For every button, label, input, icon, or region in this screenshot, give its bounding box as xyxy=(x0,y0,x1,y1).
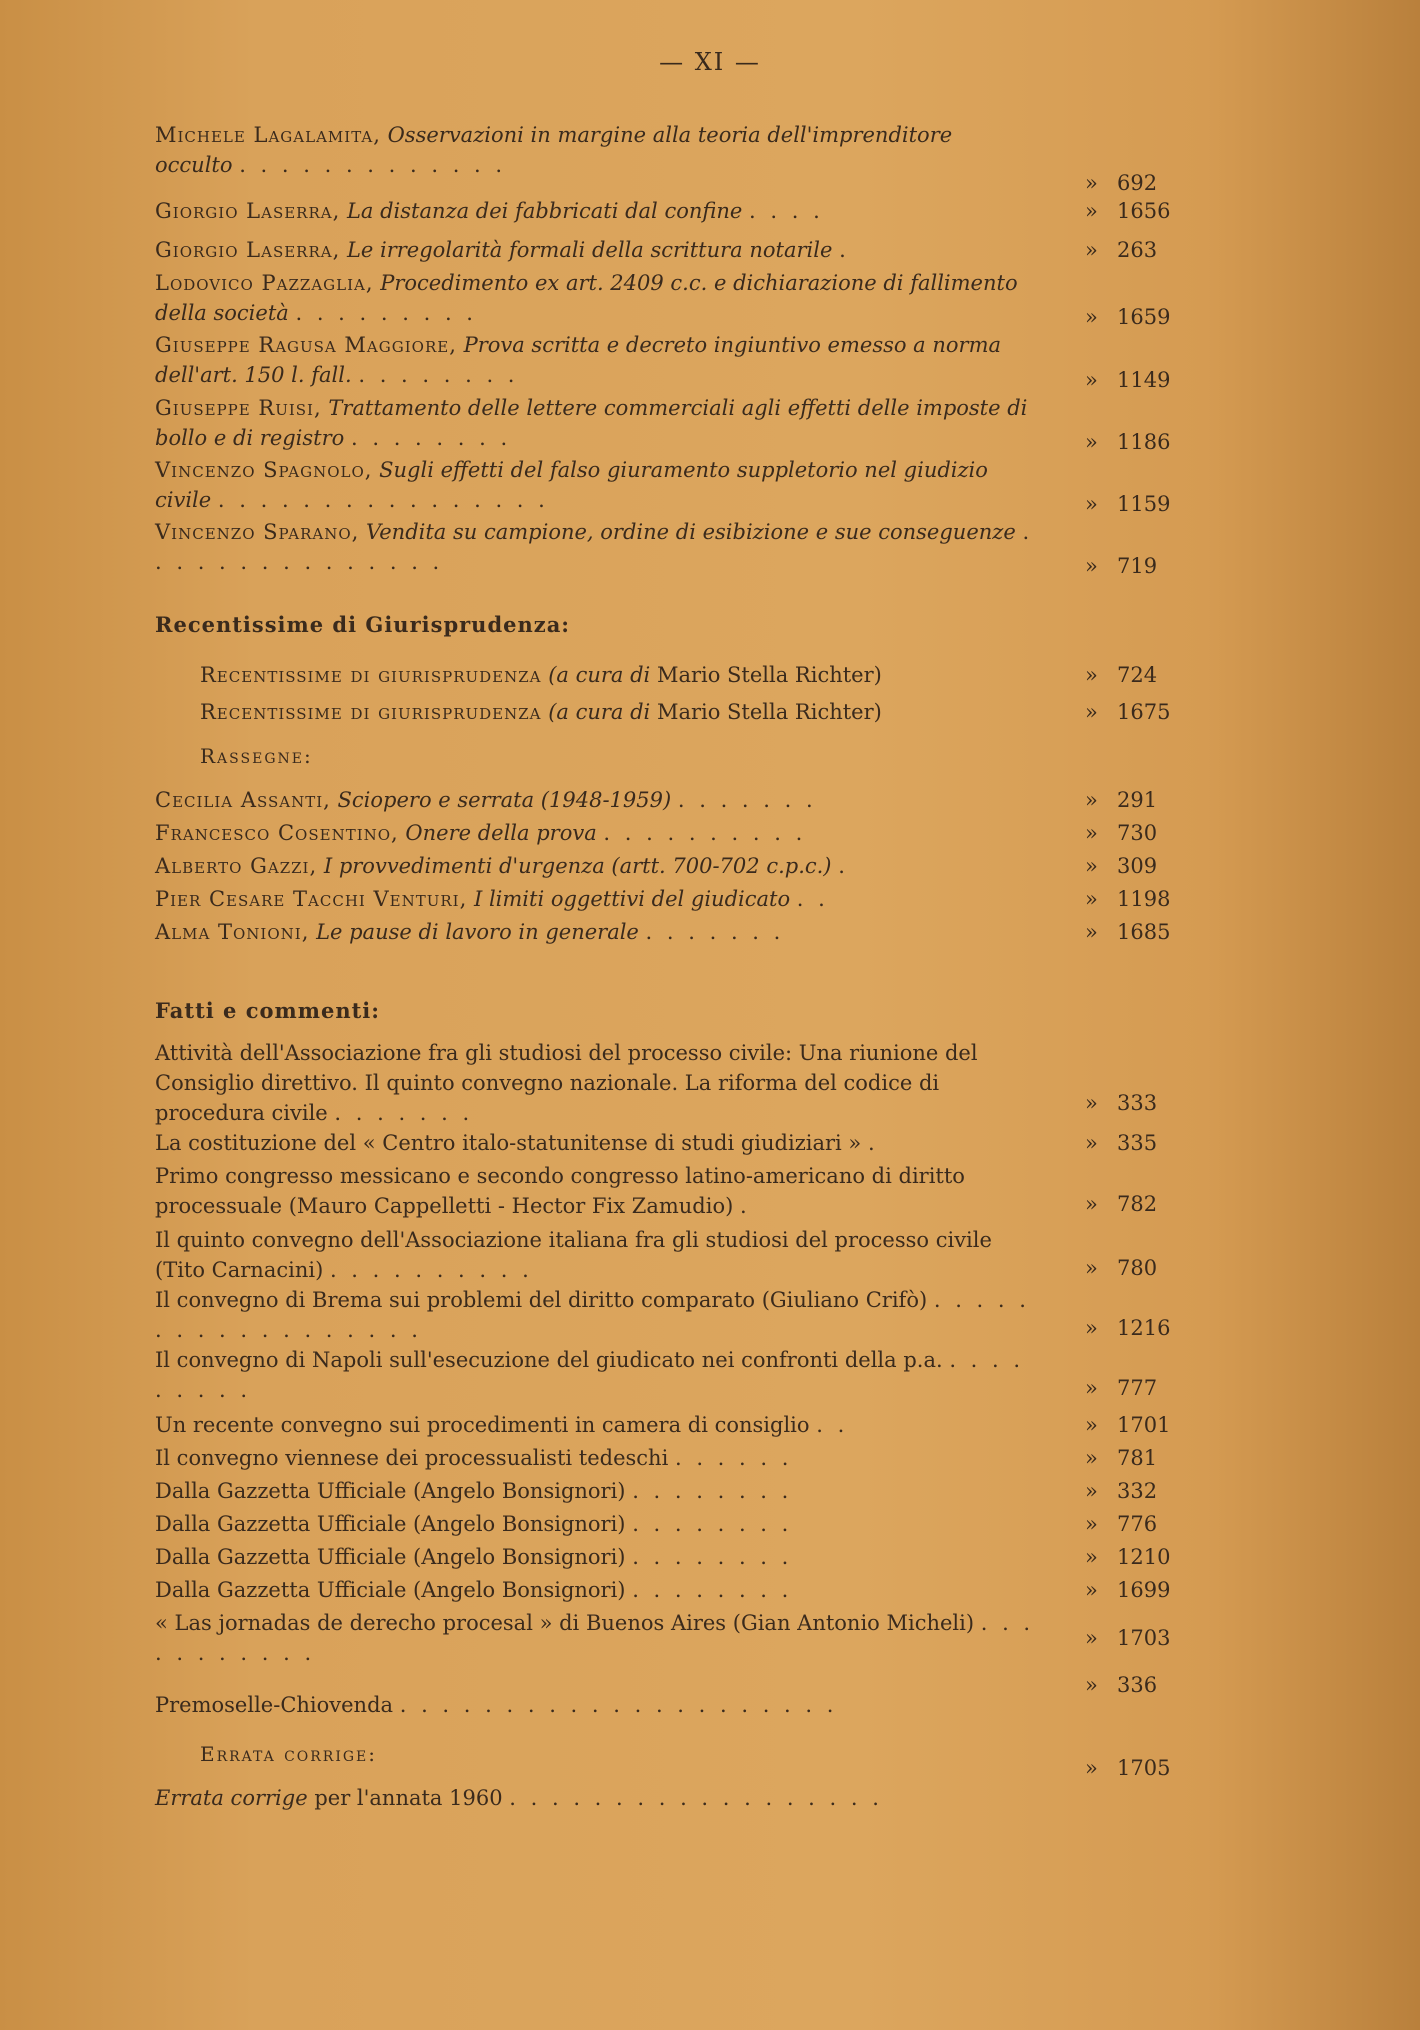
entry-page-number: 1159 xyxy=(1117,492,1171,516)
page-marker: » xyxy=(1085,199,1098,223)
entry-page-number: 336 xyxy=(1117,1673,1158,1697)
entry-page-number: 1198 xyxy=(1117,887,1171,911)
entry-page-number: 724 xyxy=(1117,663,1158,687)
entry-title: Le pause di lavoro in generale xyxy=(316,920,639,944)
entry-page-number: 1675 xyxy=(1117,700,1171,724)
entry-page-number: 333 xyxy=(1117,1091,1158,1115)
page-marker: » xyxy=(1085,1545,1098,1569)
page-marker: » xyxy=(1085,854,1098,878)
entry-text: Premoselle-Chiovenda xyxy=(155,1693,394,1717)
entry-title: Procedimento ex art. 2409 c.c. e dichiarazione di fallimento della società xyxy=(155,271,1018,325)
page-marker: » xyxy=(1085,1446,1098,1470)
entry-author: Vincenzo Spagnolo, xyxy=(155,458,373,482)
entry-page-number: 777 xyxy=(1117,1376,1158,1400)
entry-label: Recentissime di giurisprudenza xyxy=(200,700,542,724)
entry-title: Vendita su campione, ordine di esibizione e sue conseguenze xyxy=(366,520,1016,544)
subsection-heading-rassegne: Rassegne: xyxy=(200,744,313,768)
entry-title: Osservazioni in margine alla teoria dell'imprenditore occulto xyxy=(155,123,953,177)
entry-author: Michele Lagalamita, xyxy=(155,123,381,147)
entry-text: Primo congresso messicano e secondo congresso latino-americano di diritto processuale (Mauro Cappelletti - Hector Fix Zamudio) xyxy=(155,1164,965,1218)
entry-title: Prova scritta e decreto ingiuntivo emesso a norma dell'art. 150 l. fall. xyxy=(155,333,1002,387)
entry-note-prefix: (a cura di xyxy=(548,663,651,687)
page-marker: » xyxy=(1085,171,1098,195)
page-marker: » xyxy=(1085,1578,1098,1602)
entry-author: Giorgio Laserra, xyxy=(155,238,341,262)
entry-text: Dalla Gazzetta Ufficiale (Angelo Bonsignori) xyxy=(155,1479,626,1503)
entry-note-name: Mario Stella Richter) xyxy=(656,700,882,724)
page-marker: » xyxy=(1085,492,1098,516)
page-marker: » xyxy=(1085,700,1098,724)
entry-text: Il convegno viennese dei processualisti tedeschi xyxy=(155,1446,669,1470)
entry-text: Il quinto convegno dell'Associazione italiana fra gli studiosi del processo civile (Tito Carnacini) xyxy=(155,1228,992,1282)
entry-title: Sciopero e serrata (1948-1959) xyxy=(337,788,672,812)
entry-page-number: 1705 xyxy=(1117,1756,1171,1780)
entry-page-number: 1701 xyxy=(1117,1413,1171,1437)
entry-page-number: 1186 xyxy=(1117,430,1171,454)
page-marker: » xyxy=(1085,305,1098,329)
entry-author: Pier Cesare Tacchi Venturi, xyxy=(155,887,468,911)
entry-page-number: 730 xyxy=(1117,821,1158,845)
entry-text: La costituzione del « Centro italo-statunitense di studi giudiziari » xyxy=(155,1131,862,1155)
entry-text: Attività dell'Associazione fra gli studiosi del processo civile: Una riunione del Consiglio direttivo. Il quinto convegno nazionale. La riforma del codice di procedura civile xyxy=(155,1041,978,1125)
entry-author: Alberto Gazzi, xyxy=(155,854,318,878)
entry-text: Il convegno di Brema sui problemi del diritto comparato (Giuliano Crifò) xyxy=(155,1288,928,1312)
entry-title: Onere della prova xyxy=(405,821,597,845)
page-marker: » xyxy=(1085,1131,1098,1155)
entry-author: Cecilia Assanti, xyxy=(155,788,331,812)
entry-page-number: 719 xyxy=(1117,554,1158,578)
entry-page-number: 291 xyxy=(1117,788,1158,812)
page-marker: » xyxy=(1085,920,1098,944)
entry-author: Vincenzo Sparano, xyxy=(155,520,360,544)
toc-page: — XI — Michele Lagalamita, Osservazioni in margine alla teoria dell'imprenditore occulto . . . . . . . . . . . . . » 692 Giorgio Laserra, La distanza dei fabbricati dal confine . . . . » 1656 Giorgio Laserra, Le irregolarità formali della scrittura notarile . » 263 Lodovico Pazzaglia, Procedimento ex art. 2409 c.c. e dichiarazione di fallimento della società . . . . . . . . . » 1659 Giuseppe Ragusa Maggiore, Prova scritta e decreto ingiuntivo emesso a norma dell'art. 150 l. fall. . . . . . . . . » 1149 Giuseppe Ruisi, Trattamento delle lettere commerciali agli effetti delle imposte di bollo e di registro . . . . . . . . » 1186 Vincenzo Spagnolo, Sugli effetti del falso giuramento suppletorio nel giudizio civile . . . . . . . . . . . . . . . . » 1159 Vincenzo Sparano, Vendita su campione, ordine di esibizione e sue conseguenze . . . . . . . . . . . . . . . » 719 Recentissime di Giurisprudenza: Recentissime di giurisprudenza (a cura di Mario Stella Richter) » 724 Recentissime di giurisprudenza (a cura di Mario Stella Richter) » 1675 Rassegne: Cecilia Assanti, Sciopero e serrata (1948-1959) . . . . . . . » 291 Francesco Cosentino, Onere della prova . . . . . . . . . . » 730 Alberto Gazzi, I provvedimenti d'urgenza (artt. 700-702 c.p.c.) . » 309 Pier Cesare Tacchi Venturi, I limiti oggettivi del giudicato . . » 1198 Alma Tonioni, Le pause di lavoro in generale . . . . . . . » 1685 Fatti e commenti: Attività dell'Associazione fra gli studiosi del processo civile: Una riunione del Consiglio direttivo. Il quinto convegno nazionale. La riforma del codice di procedura civile . . . . . . . » 333 La costituzione del « Centro italo-statunitense di studi giudiziari » . » 335 Primo congresso messicano e secondo congresso latino-americano di diritto processuale (Mauro Cappelletti - Hector Fix Zamudio) . » 782 Il quinto convegno dell'Associazione italiana fra gli studiosi del processo civile (Tito Carnacini) . . . . . . . . . . » 780 Il convegno di Brema sui problemi del diritto comparato (Giuliano Crifò) . . . . . . . . . . . . . . . . . . » 1216 Il convegno di Napoli sull'esecuzione del giudicato nei confronti della p.a. . . . . . . . . . » 777 Un recente convegno sui procedimenti in camera di consiglio . . » 1701 Il convegno viennese dei processualisti tedeschi . . . . . . » 781 Dalla Gazzetta Ufficiale (Angelo Bonsignori) . . . . . . . . » 332 Dalla Gazzetta Ufficiale (Angelo Bonsignori) . . . . . . . . » 776 Dalla Gazzetta Ufficiale (Angelo Bonsignori) . . . . . . . . » 1210 Dalla Gazzetta Ufficiale (Angelo Bonsignori) . . . . . . . . » 1699 « Las jornadas de derecho procesal » di Buenos Aires (Gian Antonio Micheli) . . . . . . . . . . . » 1703 Premoselle-Chiovenda . . . . . . . . . . . . . . . . . . . . . » 336 Errata corrige: Errata corrige per l'annata 1960 . . . . . . . . . . . . . . . . . . » 1705 xyxy=(0,0,1420,2030)
entry-text: Dalla Gazzetta Ufficiale (Angelo Bonsignori) xyxy=(155,1545,626,1569)
page-number: — XI — xyxy=(659,48,761,76)
entry-label: Recentissime di giurisprudenza xyxy=(200,663,542,687)
entry-page-number: 332 xyxy=(1117,1479,1158,1503)
page-marker: » xyxy=(1085,1512,1098,1536)
entry-page-number: 1685 xyxy=(1117,920,1171,944)
page-marker: » xyxy=(1085,430,1098,454)
entry-page-number: 780 xyxy=(1117,1256,1158,1280)
page-marker: » xyxy=(1085,1413,1098,1437)
entry-title: Le irregolarità formali della scrittura notarile xyxy=(346,238,833,262)
entry-page-number: 1216 xyxy=(1117,1316,1171,1340)
entry-title: Sugli effetti del falso giuramento suppletorio nel giudizio civile xyxy=(155,458,988,512)
entry-author: Giuseppe Ragusa Maggiore, xyxy=(155,333,457,357)
entry-page-number: 781 xyxy=(1117,1446,1158,1470)
section-heading-fatti: Fatti e commenti: xyxy=(155,998,381,1023)
entry-page-number: 1210 xyxy=(1117,1545,1171,1569)
entry-text: per l'annata 1960 xyxy=(314,1786,503,1810)
entry-page-number: 1699 xyxy=(1117,1578,1171,1602)
section-heading-recentissime: Recentissime di Giurisprudenza: xyxy=(155,612,571,637)
page-marker: » xyxy=(1085,1192,1098,1216)
page-marker: » xyxy=(1085,368,1098,392)
entry-page-number: 1656 xyxy=(1117,199,1171,223)
entry-note-prefix: (a cura di xyxy=(548,700,651,724)
entry-title: Errata corrige xyxy=(155,1786,308,1810)
page-marker: » xyxy=(1085,554,1098,578)
page-marker: » xyxy=(1085,1756,1098,1780)
page-marker: » xyxy=(1085,1091,1098,1115)
entry-author: Giorgio Laserra, xyxy=(155,199,341,223)
page-marker: » xyxy=(1085,788,1098,812)
entry-title: I provvedimenti d'urgenza (artt. 700-702 c.p.c.) xyxy=(323,854,832,878)
entry-text: « Las jornadas de derecho procesal » di Buenos Aires (Gian Antonio Micheli) xyxy=(155,1611,975,1635)
entry-page-number: 1149 xyxy=(1117,368,1171,392)
page-marker: » xyxy=(1085,821,1098,845)
entry-author: Giuseppe Ruisi, xyxy=(155,396,322,420)
entry-text: Dalla Gazzetta Ufficiale (Angelo Bonsignori) xyxy=(155,1512,626,1536)
page-marker: » xyxy=(1085,887,1098,911)
entry-page-number: 692 xyxy=(1117,171,1158,195)
entry-page-number: 309 xyxy=(1117,854,1158,878)
page-marker: » xyxy=(1085,238,1098,262)
entry-page-number: 1659 xyxy=(1117,305,1171,329)
subsection-heading-errata: Errata corrige: xyxy=(200,1742,378,1766)
entry-page-number: 782 xyxy=(1117,1192,1158,1216)
entry-author: Francesco Cosentino, xyxy=(155,821,399,845)
page-marker: » xyxy=(1085,1479,1098,1503)
page-marker: » xyxy=(1085,1316,1098,1340)
entry-text: Il convegno di Napoli sull'esecuzione del giudicato nei confronti della p.a. xyxy=(155,1348,943,1372)
entry-text: Un recente convegno sui procedimenti in camera di consiglio xyxy=(155,1413,810,1437)
entry-note-name: Mario Stella Richter) xyxy=(656,663,882,687)
page-marker: » xyxy=(1085,1626,1098,1650)
page-marker: » xyxy=(1085,1673,1098,1697)
entry-author: Alma Tonioni, xyxy=(155,920,310,944)
entry-text: Dalla Gazzetta Ufficiale (Angelo Bonsignori) xyxy=(155,1578,626,1602)
entry-title: La distanza dei fabbricati dal confine xyxy=(346,199,743,223)
entry-title: I limiti oggettivi del giudicato xyxy=(473,887,791,911)
entry-page-number: 335 xyxy=(1117,1131,1158,1155)
page-marker: » xyxy=(1085,663,1098,687)
page-marker: » xyxy=(1085,1376,1098,1400)
entry-page-number: 776 xyxy=(1117,1512,1158,1536)
entry-page-number: 1703 xyxy=(1117,1626,1171,1650)
page-marker: » xyxy=(1085,1256,1098,1280)
entry-title: Trattamento delle lettere commerciali agli effetti delle imposte di bollo e di registro xyxy=(155,396,1028,450)
entry-page-number: 263 xyxy=(1117,238,1158,262)
entry-author: Lodovico Pazzaglia, xyxy=(155,271,374,295)
